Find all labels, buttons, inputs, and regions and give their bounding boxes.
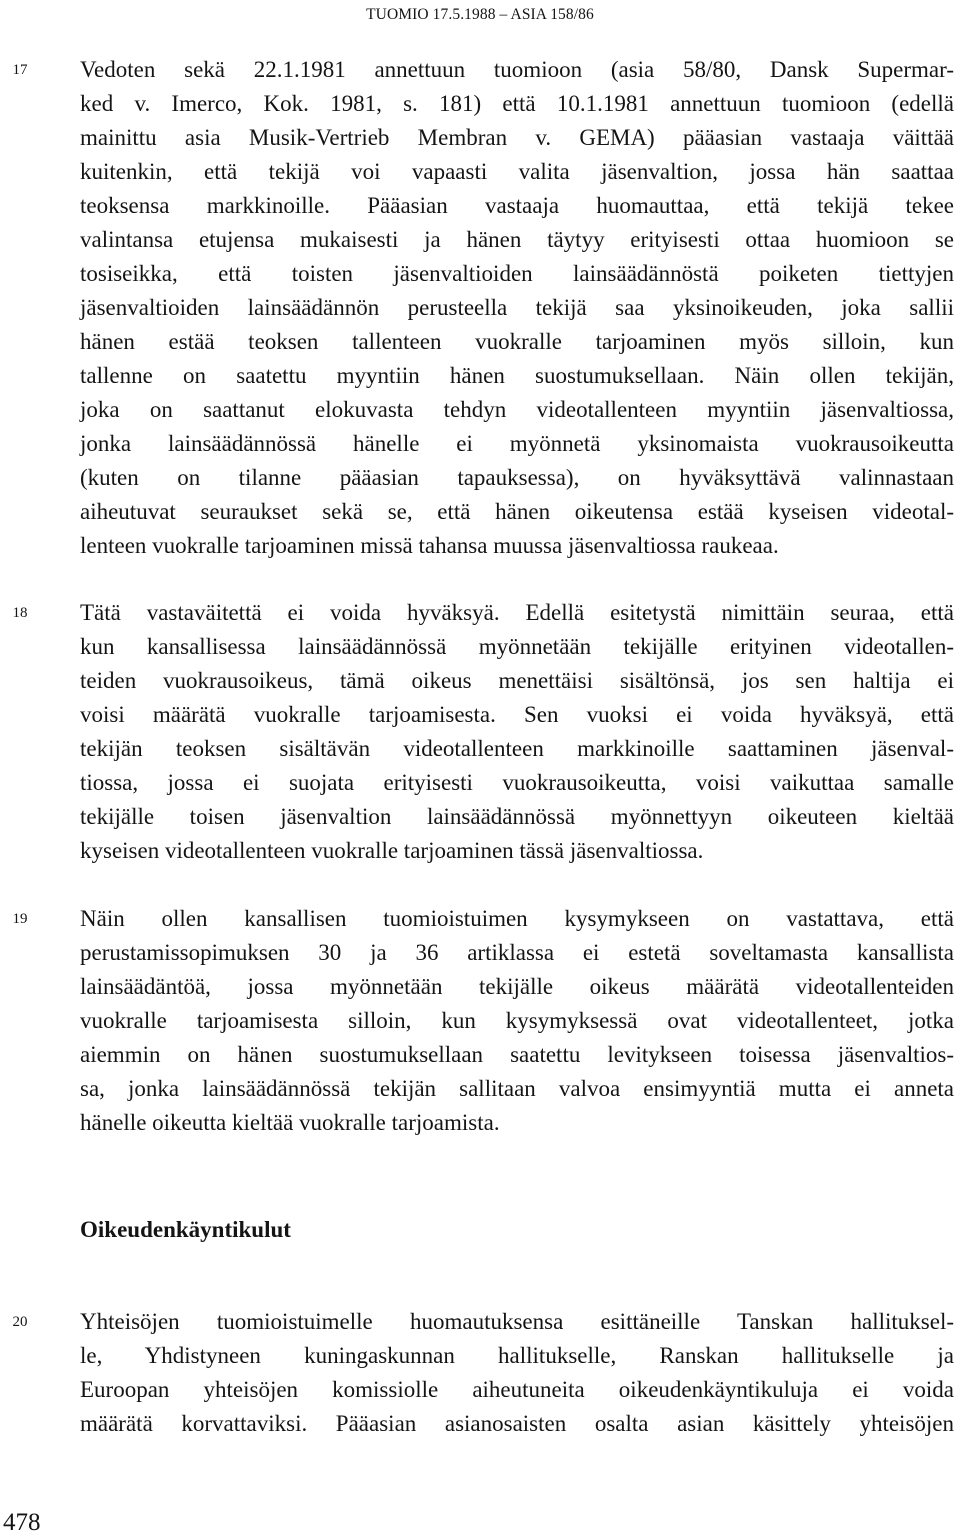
section-heading: Oikeudenkäyntikulut xyxy=(80,1217,291,1242)
text-line: joka on saattanut elokuvasta tehdyn videotallenteen myyntiin jäsenvaltiossa, xyxy=(80,397,954,422)
text-line: aiemmin on hänen suostumuksellaan saatettu levitykseen toisessa jäsenvaltios- xyxy=(80,1042,954,1067)
text-line: lenteen vuokralle tarjoaminen missä tahansa muussa jäsenvaltiossa raukeaa. xyxy=(80,533,779,558)
text-line: kyseisen videotallenteen vuokralle tarjoaminen tässä jäsenvaltiossa. xyxy=(80,838,704,863)
text-line: Tätä vastaväitettä ei voida hyväksyä. Edellä esitetystä nimittäin seuraa, että xyxy=(80,600,954,625)
text-line: sa, jonka lainsäädännössä tekijän sallitaan valvoa ensimyyntiä mutta ei anneta xyxy=(80,1076,954,1101)
text-line: jäsenvaltioiden lainsäädännön perusteella tekijä saa yksinoikeuden, joka sallii xyxy=(80,295,954,320)
text-line: tiossa, jossa ei suojata erityisesti vuokrausoikeutta, voisi vaikuttaa samalle xyxy=(80,770,954,795)
text-line: tallenne on saatettu myyntiin hänen suostumuksellaan. Näin ollen tekijän, xyxy=(80,363,954,388)
text-line: perustamissopimuksen 30 ja 36 artiklassa ei estetä soveltamasta kansallista xyxy=(80,940,954,965)
text-line: hänelle oikeutta kieltää vuokralle tarjoamista. xyxy=(80,1110,500,1135)
text-line: valintansa etujensa mukaisesti ja hänen täytyy erityisesti ottaa huomioon se xyxy=(80,227,954,252)
text-line: teoksensa markkinoille. Pääasian vastaaja huomauttaa, että tekijä tekee xyxy=(80,193,954,218)
paragraph-number: 19 xyxy=(12,911,28,927)
text-line: määrätä korvattaviksi. Pääasian asianosaisten osalta asian käsittely yhteisöjen xyxy=(80,1411,954,1436)
text-line: Vedoten sekä 22.1.1981 annettuun tuomioon (asia 58/80, Dansk Supermar- xyxy=(80,57,954,82)
text-line: tekijälle toisen jäsenvaltion lainsäädännössä myönnettyyn oikeuteen kieltää xyxy=(80,804,954,829)
text-line: hänen estää teoksen tallenteen vuokralle tarjoaminen myös silloin, kun xyxy=(80,329,954,354)
text-line: Euroopan yhteisöjen komissiolle aiheutuneita oikeudenkäyntikuluja ei voida xyxy=(80,1377,954,1402)
paragraph-number: 17 xyxy=(12,62,28,78)
text-line: lainsäädäntöä, jossa myönnetään tekijälle oikeus määrätä videotallenteiden xyxy=(80,974,954,999)
text-line: mainittu asia Musik-Vertrieb Membran v. GEMA) pääasian vastaaja väittää xyxy=(80,125,954,150)
text-line: voisi määrätä vuokralle tarjoamisesta. Sen vuoksi ei voida hyväksyä, että xyxy=(80,702,954,727)
paragraph-number: 18 xyxy=(12,605,28,621)
text-line: le, Yhdistyneen kuningaskunnan hallitukselle, Ranskan hallitukselle ja xyxy=(80,1343,954,1368)
text-line: tekijän teoksen sisältävän videotallenteen markkinoille saattaminen jäsenval- xyxy=(80,736,954,761)
text-line: ked v. Imerco, Kok. 1981, s. 181) että 10.1.1981 annettuun tuomioon (edellä xyxy=(80,91,954,116)
text-line: (kuten on tilanne pääasian tapauksessa), on hyväksyttävä valinnastaan xyxy=(80,465,954,490)
running-header: TUOMIO 17.5.1988 – ASIA 158/86 xyxy=(366,6,594,23)
text-line: tosiseikka, että toisten jäsenvaltioiden lainsäädännöstä poiketen tiettyjen xyxy=(80,261,954,286)
text-line: aiheutuvat seuraukset sekä se, että hänen oikeutensa estää kyseisen videotal- xyxy=(80,499,954,524)
paragraph-number: 20 xyxy=(12,1314,28,1330)
text-line: Yhteisöjen tuomioistuimelle huomautuksensa esittäneille Tanskan hallituksel- xyxy=(80,1309,954,1334)
text-line: Näin ollen kansallisen tuomioistuimen kysymykseen on vastattava, että xyxy=(80,906,954,931)
text-line: jonka lainsäädännössä hänelle ei myönnetä yksinomaista vuokrausoikeutta xyxy=(80,431,954,456)
text-line: teiden vuokrausoikeus, tämä oikeus menettäisi sisältönsä, jos sen haltija ei xyxy=(80,668,954,693)
text-line: kun kansallisessa lainsäädännössä myönnetään tekijälle erityinen videotallen- xyxy=(80,634,954,659)
text-line: kuitenkin, että tekijä voi vapaasti valita jäsenvaltion, jossa hän saattaa xyxy=(80,159,954,184)
page-number: 478 xyxy=(3,1509,41,1536)
text-line: vuokralle tarjoamisesta silloin, kun kysymyksessä ovat videotallenteet, jotka xyxy=(80,1008,954,1033)
